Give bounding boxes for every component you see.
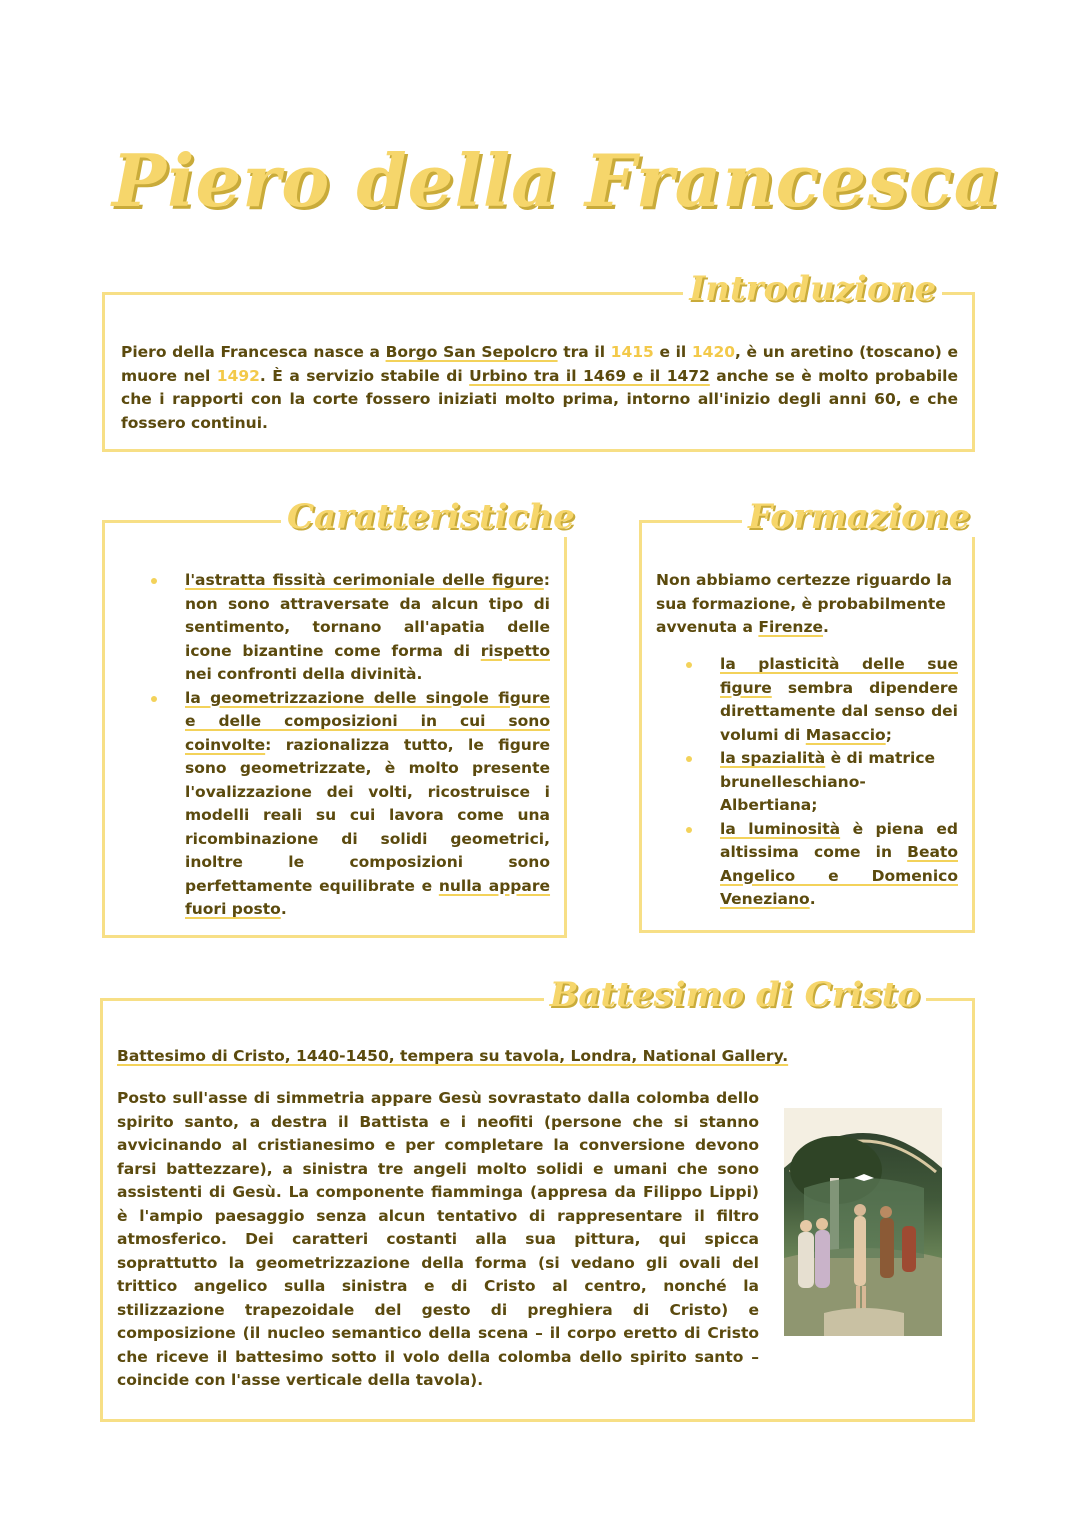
formazione-heading: Formazione: [742, 497, 976, 537]
painting-illustration: [784, 1108, 942, 1336]
intro-box: [102, 269, 975, 452]
battesimo-heading: Battesimo di Cristo: [544, 975, 926, 1015]
formazione-box: [639, 497, 975, 933]
caratteristiche-list: [185, 569, 550, 922]
list-item: l'astratta fissità cerimoniale delle figure: non sono attraversate da alcun tipo di sentimento, tornano all'apatia delle icone bizantine come forma di rispetto nei confronti della divinità.: [185, 569, 550, 687]
urbino-period: Urbino tra il 1469 e il 1472: [469, 366, 710, 385]
formazione-list: [720, 653, 958, 912]
year-1492: 1492: [216, 366, 260, 385]
page-title: Piero della Francesca: [112, 138, 1002, 223]
bullet-icon: [686, 662, 692, 668]
battesimo-painting-image: [784, 1108, 942, 1336]
year-1415: 1415: [610, 343, 654, 361]
intro-heading: Introduzione: [683, 269, 942, 309]
year-1420: 1420: [691, 343, 736, 361]
caratteristiche-box: [102, 497, 575, 938]
list-item: la plasticità delle sue figure sembra dipendere direttamente dal senso dei volumi di Masaccio;: [720, 653, 958, 747]
city-firenze: Firenze: [758, 618, 824, 636]
birthplace: Borgo San Sepolcro: [385, 343, 558, 361]
bullet-icon: [686, 827, 692, 833]
list-item: la spazialità è di matrice brunelleschiano-Albertiana;: [720, 747, 958, 818]
battesimo-text: Posto sull'asse di simmetria appare Gesù sovrastato dalla colomba dello spirito santo, a destra il Battista e i neofiti (persone che si stanno avvicinando al cristianesimo e per completare la conversione devono farsi battezzare), a sinistra tre angeli molto solidi e umani che sono assistenti di Gesù. La componente fiamminga (appresa da Filippo Lippi) è l'ampio paesaggio senza alcun tentativo di rappresentare il filtro atmosferico. Dei caratteri costanti alla sua pittura, qui spicca soprattutto la geometrizzazione della forma (si vedano gli ovali del trittico angelico sulla sinistra e di Cristo al centro, nonché la stilizzazione trapezoidale del gesto di preghiera di Cristo) e composizione (il nucleo semantico della scena – il corpo eretto di Cristo che riceve il battesimo sotto il volo della colomba dello spirito santo – coincide con l'asse verticale della tavola).: [117, 1089, 759, 1389]
list-item: la geometrizzazione delle singole figure e delle composizioni in cui sono coinvolte: razionalizza tutto, le figure sono geometrizzate, è molto presente l'ovalizzazione dei volti, ricostruisce i modelli reali su cui lavora come una ricombinazione di solidi geometrici, inoltre le composizioni sono perfettamente equilibrate e nulla appare fuori posto.: [185, 687, 550, 922]
formazione-intro: Non abbiamo certezze riguardo la sua formazione, è probabilmente avvenuta a Firenze.: [656, 571, 952, 636]
caratteristiche-heading: Caratteristiche: [281, 497, 581, 537]
bullet-icon: [151, 696, 157, 702]
bullet-icon: [151, 578, 157, 584]
bullet-icon: [686, 756, 692, 762]
list-item: la luminosità è piena ed altissima come in Beato Angelico e Domenico Veneziano.: [720, 818, 958, 912]
intro-text: Piero della Francesca nasce a Borgo San Sepolcro tra il 1415 e il 1420, è un aretino (toscano) e muore nel 1492. È a servizio stabile di Urbino tra il 1469 e il 1472 anche se è molto probabile che i rapporti con la corte fossero iniziati molto prima, intorno all'inizio degli anni 60, e che fossero continui.: [121, 343, 959, 432]
artwork-caption: Battesimo di Cristo, 1440-1450, tempera su tavola, Londra, National Gallery.: [117, 1047, 789, 1065]
